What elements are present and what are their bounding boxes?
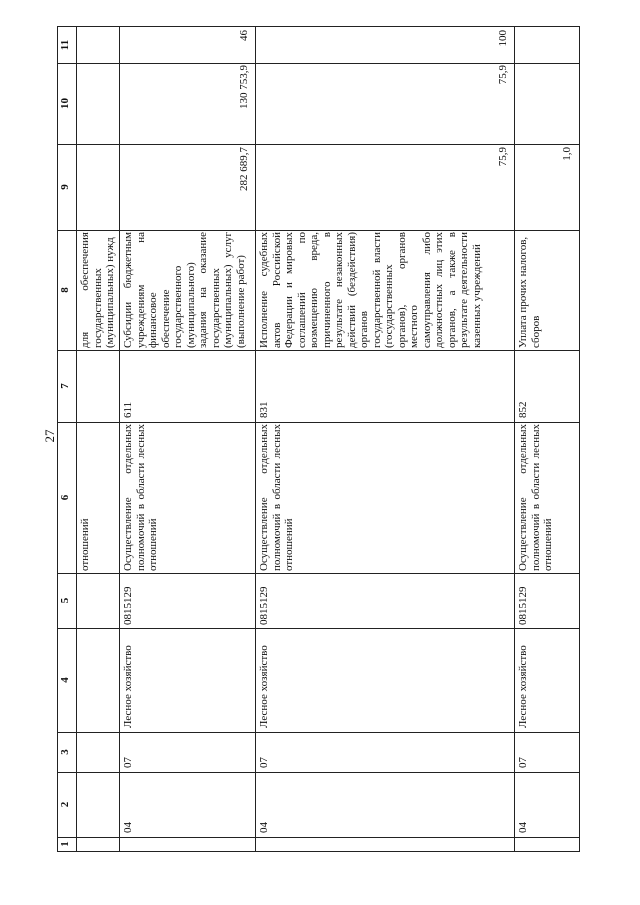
col-border (58, 63, 579, 64)
budget-table (57, 26, 580, 852)
col-border (58, 573, 579, 574)
row1-col8: Субсидии бюджетным учреждениям на финансовое обеспечение государственного (муниципального) задания на оказание государственных (муниципальных) услуг (выполнение работ) (122, 232, 247, 348)
row2-col7: 831 (258, 401, 270, 418)
row3-col6: Осуществление отдельных полномочий в области лесных отношений (517, 424, 554, 571)
col-border (58, 732, 579, 733)
row2-col10: 75,9 (497, 65, 509, 85)
row2-col4: Лесное хозяйство (258, 645, 270, 728)
row2-col3: 07 (258, 757, 270, 768)
header-3: 3 (59, 749, 71, 755)
row1-col7: 611 (122, 401, 134, 418)
header-7: 7 (59, 383, 71, 389)
row-border (514, 27, 515, 851)
row1-col10: 130 753,9 (238, 65, 250, 109)
header-1: 1 (59, 841, 71, 847)
col-border (58, 837, 579, 838)
col-border (58, 144, 579, 145)
col-border (58, 350, 579, 351)
row1-col9: 282 689,7 (238, 147, 250, 191)
col-border (58, 628, 579, 629)
row3-col8: Уплата прочих налогов, сборов (517, 236, 542, 348)
row3-col2: 04 (517, 822, 529, 833)
row-border (255, 27, 256, 851)
header-4: 4 (59, 677, 71, 683)
row2-col8: Исполнение судебных актов Российской Федерации и мировых соглашений по возмещению вреда, причиненного в результате незаконных действий (бездействия) органов государственной власти (государственных органов), органов местного самоуправления либо должностных лиц этих органов, а также в результате деятельности казенных учреждений (258, 232, 483, 348)
row0-col6: отношений (79, 518, 91, 571)
row3-col4: Лесное хозяйство (517, 645, 529, 728)
row-border (76, 27, 77, 851)
header-9: 9 (59, 184, 71, 190)
header-6: 6 (59, 494, 71, 501)
header-2: 2 (59, 801, 71, 808)
row3-col3: 07 (517, 757, 529, 768)
row-border (119, 27, 120, 851)
col-border (58, 422, 579, 423)
row1-col4: Лесное хозяйство (122, 645, 134, 728)
page-number: 27 (42, 429, 57, 443)
row2-col9: 75,9 (497, 147, 509, 167)
row1-col5: 0815129 (122, 586, 134, 625)
header-5: 5 (59, 597, 71, 604)
row0-col8: для обеспечения государственных (муниципальных) нужд (79, 232, 116, 348)
row1-col6: Осуществление отдельных полномочий в области лесных отношений (122, 424, 159, 571)
row1-col11: 46 (238, 30, 250, 41)
row3-col9: 1,0 (561, 147, 573, 161)
header-10: 10 (59, 98, 71, 109)
row1-col3: 07 (122, 757, 134, 768)
row3-col7: 852 (517, 401, 529, 418)
row2-col11: 100 (497, 30, 509, 47)
header-8: 8 (59, 287, 71, 293)
col-border (58, 230, 579, 231)
row1-col2: 04 (122, 822, 134, 833)
header-11: 11 (59, 39, 71, 51)
col-border (58, 772, 579, 773)
row2-col2: 04 (258, 822, 270, 833)
row2-col5: 0815129 (258, 586, 270, 625)
row2-col6: Осуществление отдельных полномочий в области лесных отношений (258, 424, 295, 571)
row3-col5: 0815129 (517, 586, 529, 625)
